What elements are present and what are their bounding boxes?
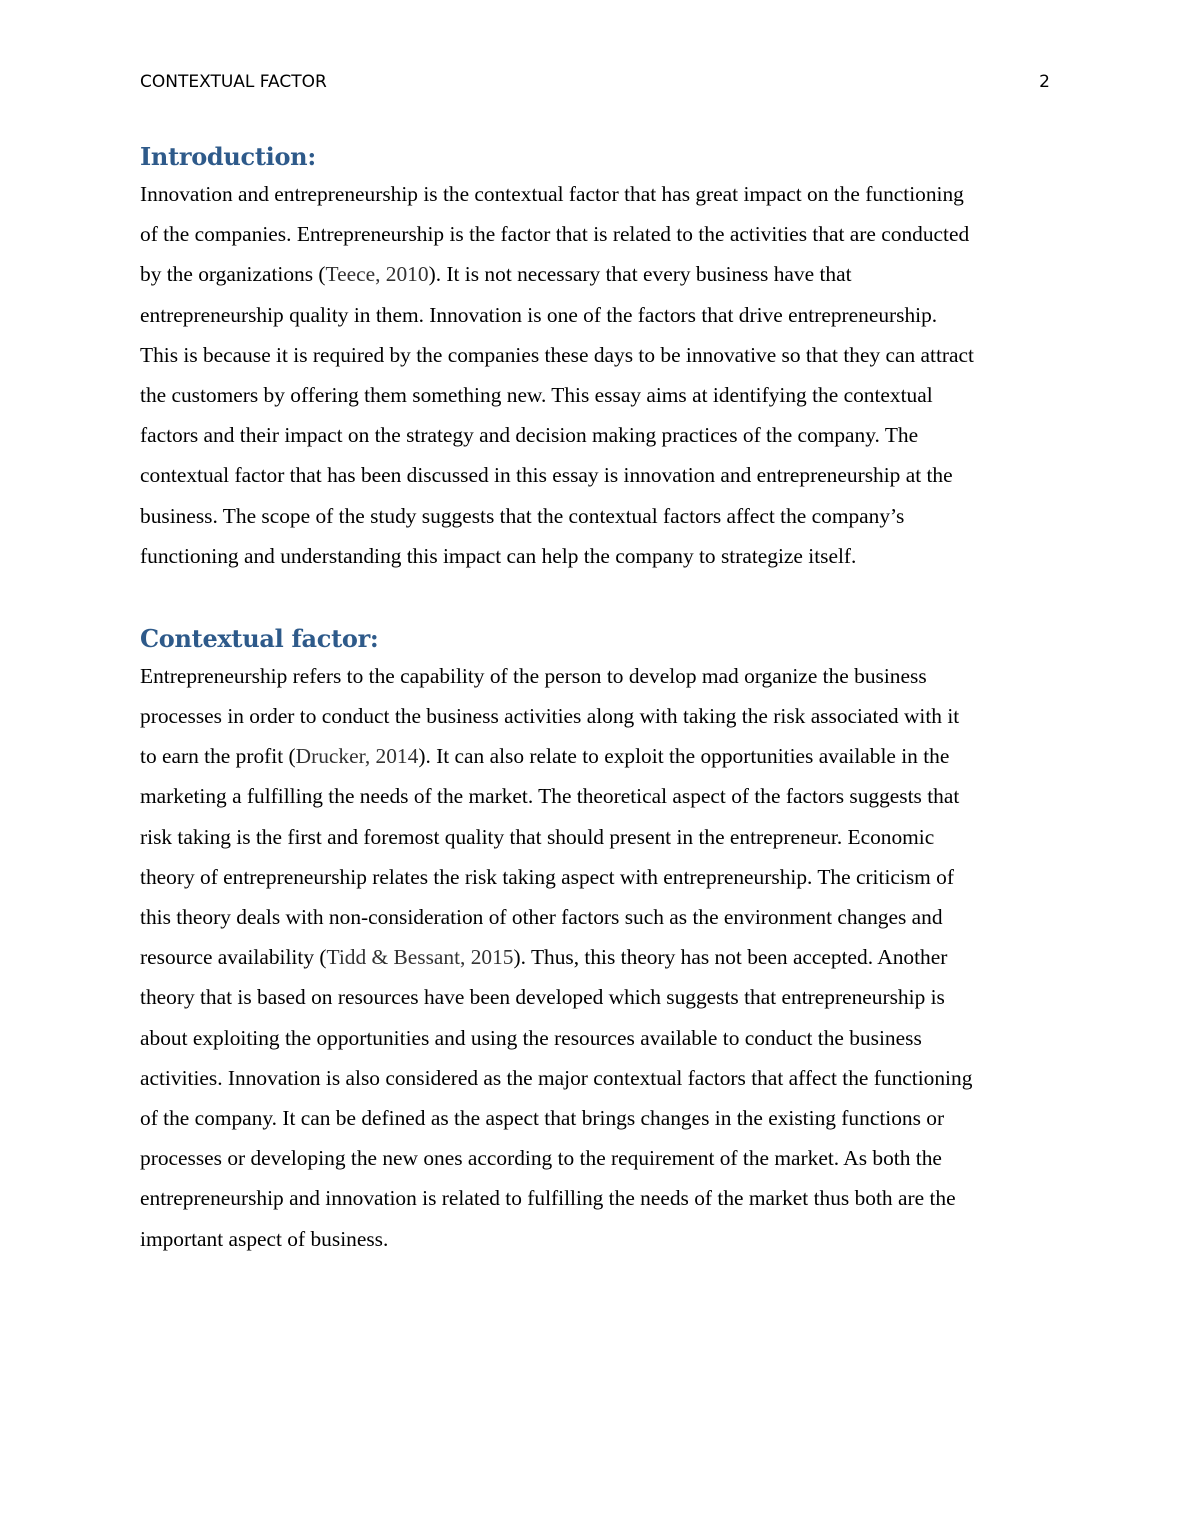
citation-drucker: Drucker, 2014 (295, 744, 419, 769)
paragraph-line: marketing a fulfilling the needs of the market. The theoretical aspect of the factors suggests that (140, 784, 960, 809)
contextual-factor-heading: Contextual factor: (140, 623, 379, 653)
paragraph-line: theory of entrepreneurship relates the risk taking aspect with entrepreneurship. The criticism of (140, 864, 954, 889)
line-text: ). It can also relate to exploit the opportunities available in the (418, 744, 950, 769)
paragraph-line: about exploiting the opportunities and using the resources available to conduct the business (140, 1025, 922, 1050)
paragraph-line (140, 254, 1052, 294)
introduction-heading: Introduction: (140, 142, 316, 171)
paragraph-line: the customers by offering them something new. This essay aims at identifying the contextual (140, 382, 933, 407)
paragraph-line: This is because it is required by the companies these days to be innovative so that they can attract (140, 342, 974, 367)
paragraph-line: entrepreneurship and innovation is related to fulfilling the needs of the market thus both are the (140, 1186, 956, 1211)
line-text: to earn the profit ( (140, 744, 296, 769)
paragraph-line: Innovation and entrepreneurship is the contextual factor that has great impact on the functioning (140, 182, 964, 206)
paragraph-line: contextual factor that has been discussed in this essay is innovation and entrepreneurship at the (140, 463, 953, 488)
paragraph-line (140, 736, 1052, 776)
paragraph-line: entrepreneurship quality in them. Innovation is one of the factors that drive entrepreneurship. (140, 302, 938, 327)
section-gap (140, 576, 1052, 622)
paragraph-line: Entrepreneurship refers to the capability of the person to develop mad organize the business (140, 663, 927, 688)
paragraph-line: factors and their impact on the strategy and decision making practices of the company. The (140, 423, 919, 448)
page-header (140, 72, 1050, 96)
paragraph-line: processes or developing the new ones according to the requirement of the market. As both the (140, 1146, 942, 1171)
paragraph-line: of the companies. Entrepreneurship is the factor that is related to the activities that are conducted (140, 222, 970, 247)
paragraph-line: theory that is based on resources have been developed which suggests that entrepreneurship is (140, 985, 945, 1010)
paragraph-line: functioning and understanding this impact can help the company to strategize itself. (140, 543, 857, 568)
page-number: 2 (1039, 72, 1050, 92)
paragraph-line: risk taking is the first and foremost quality that should present in the entrepreneur. Economic (140, 824, 935, 849)
document-body (140, 140, 1052, 1259)
line-text: resource availability ( (140, 945, 327, 970)
citation-teece: Teece, 2010 (325, 262, 429, 287)
line-text: ). It is not necessary that every business have that (428, 262, 852, 287)
introduction-paragraph (140, 174, 1052, 576)
paragraph-line: processes in order to conduct the business activities along with taking the risk associated with it (140, 704, 960, 729)
paragraph-line: of the company. It can be defined as the aspect that brings changes in the existing functions or (140, 1105, 945, 1130)
paragraph-line (140, 937, 1052, 977)
paragraph-line: this theory deals with non-consideration of other factors such as the environment changes and (140, 905, 943, 929)
paragraph-line: important aspect of business. (140, 1226, 389, 1251)
paragraph-line: business. The scope of the study suggests that the contextual factors affect the company’s (140, 503, 905, 528)
contextual-factor-paragraph (140, 656, 1052, 1259)
line-text: by the organizations ( (140, 262, 326, 287)
running-head: CONTEXTUAL FACTOR (140, 72, 327, 92)
line-text: ). Thus, this theory has not been accepted. Another (513, 945, 948, 970)
citation-tidd-bessant: Tidd & Bessant, 2015 (326, 945, 514, 970)
paragraph-line: activities. Innovation is also considered as the major contextual factors that affect the functioning (140, 1065, 973, 1090)
